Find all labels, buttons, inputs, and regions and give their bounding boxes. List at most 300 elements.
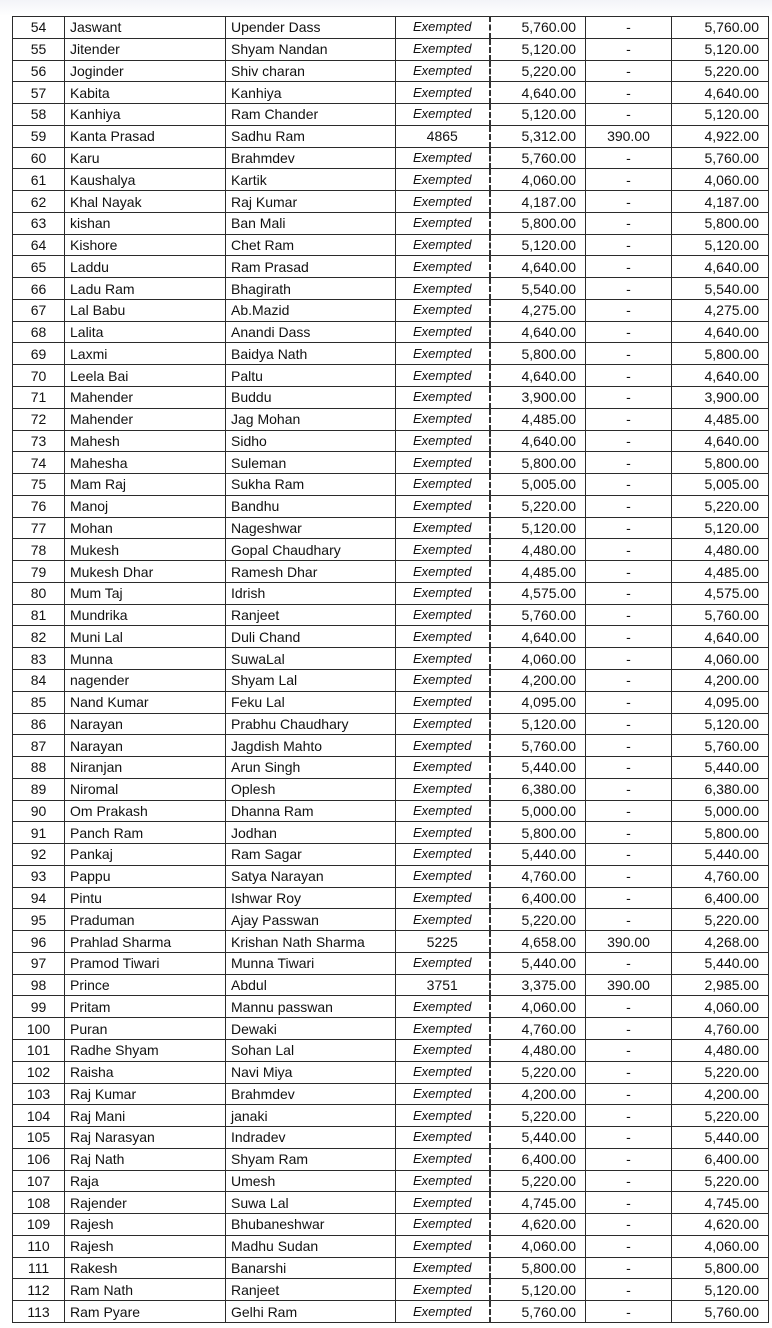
gross-amount-cell: 5,440.00 [490,1127,586,1149]
gross-amount-cell: 6,400.00 [490,887,586,909]
table-row [13,865,769,887]
gross-amount-cell: 5,220.00 [490,495,586,517]
gross-amount-cell: 4,485.00 [490,408,586,430]
table-row [13,212,769,234]
pan-status-cell: Exempted [396,996,490,1018]
pan-status-cell: Exempted [396,909,490,931]
employee-name-cell: Kabita [65,82,226,104]
serial-number-cell: 85 [13,691,65,713]
employee-name-cell: Panch Ram [65,822,226,844]
father-name-cell: Sukha Ram [226,474,396,496]
serial-number-cell: 58 [13,104,65,126]
pan-status-cell: Exempted [396,1301,490,1323]
deduction-cell: - [586,865,672,887]
deduction-cell: - [586,1235,672,1257]
table-row [13,1279,769,1301]
gross-amount-cell: 4,060.00 [490,648,586,670]
father-name-cell: Indradev [226,1127,396,1149]
table-row [13,735,769,757]
net-amount-cell: 4,268.00 [672,931,769,953]
gross-amount-cell: 4,060.00 [490,1235,586,1257]
pan-status-cell: Exempted [396,887,490,909]
deduction-cell: - [586,735,672,757]
deduction-cell: - [586,1301,672,1323]
deduction-cell: - [586,104,672,126]
gross-amount-cell: 4,640.00 [490,365,586,387]
net-amount-cell: 5,220.00 [672,60,769,82]
deduction-cell: - [586,365,672,387]
serial-number-cell: 63 [13,212,65,234]
net-amount-cell: 5,800.00 [672,452,769,474]
table-row [13,822,769,844]
serial-number-cell: 84 [13,669,65,691]
gross-amount-cell: 5,760.00 [490,735,586,757]
father-name-cell: Baidya Nath [226,343,396,365]
payroll-table-body [13,17,769,1323]
serial-number-cell: 93 [13,865,65,887]
deduction-cell: - [586,517,672,539]
serial-number-cell: 74 [13,452,65,474]
pan-status-cell: Exempted [396,713,490,735]
table-row [13,648,769,670]
serial-number-cell: 71 [13,387,65,409]
net-amount-cell: 4,640.00 [672,365,769,387]
deduction-cell: - [586,691,672,713]
table-row [13,1018,769,1040]
pan-status-cell: Exempted [396,1170,490,1192]
deduction-cell: - [586,887,672,909]
serial-number-cell: 107 [13,1170,65,1192]
net-amount-cell: 4,760.00 [672,1018,769,1040]
serial-number-cell: 90 [13,800,65,822]
employee-name-cell: Joginder [65,60,226,82]
father-name-cell: Dewaki [226,1018,396,1040]
employee-name-cell: Mahender [65,408,226,430]
deduction-cell: - [586,952,672,974]
table-row [13,1257,769,1279]
deduction-cell: - [586,321,672,343]
serial-number-cell: 54 [13,17,65,39]
deduction-cell: 390.00 [586,974,672,996]
gross-amount-cell: 4,200.00 [490,669,586,691]
net-amount-cell: 5,440.00 [672,757,769,779]
employee-name-cell: Lal Babu [65,299,226,321]
employee-name-cell: Laddu [65,256,226,278]
gross-amount-cell: 6,380.00 [490,778,586,800]
father-name-cell: Shiv charan [226,60,396,82]
table-row [13,125,769,147]
employee-name-cell: Mum Taj [65,582,226,604]
serial-number-cell: 69 [13,343,65,365]
father-name-cell: Sohan Lal [226,1039,396,1061]
employee-name-cell: Raj Mani [65,1105,226,1127]
pan-status-cell: Exempted [396,452,490,474]
net-amount-cell: 4,200.00 [672,669,769,691]
net-amount-cell: 4,640.00 [672,321,769,343]
serial-number-cell: 111 [13,1257,65,1279]
serial-number-cell: 109 [13,1214,65,1236]
table-row [13,800,769,822]
net-amount-cell: 4,620.00 [672,1214,769,1236]
deduction-cell: - [586,147,672,169]
table-row [13,1214,769,1236]
gross-amount-cell: 4,575.00 [490,582,586,604]
deduction-cell: - [586,1170,672,1192]
table-row [13,582,769,604]
deduction-cell: - [586,430,672,452]
gross-amount-cell: 5,120.00 [490,234,586,256]
net-amount-cell: 4,060.00 [672,996,769,1018]
pan-status-cell: Exempted [396,474,490,496]
employee-name-cell: Pramod Tiwari [65,952,226,974]
serial-number-cell: 103 [13,1083,65,1105]
father-name-cell: Bandhu [226,495,396,517]
table-row [13,1083,769,1105]
employee-name-cell: Pankaj [65,844,226,866]
deduction-cell: - [586,60,672,82]
father-name-cell: Ranjeet [226,1279,396,1301]
employee-name-cell: Kaushalya [65,169,226,191]
father-name-cell: Ram Chander [226,104,396,126]
employee-name-cell: Rajesh [65,1214,226,1236]
pan-status-cell: Exempted [396,1061,490,1083]
employee-name-cell: nagender [65,669,226,691]
pan-status-cell: Exempted [396,234,490,256]
table-row [13,474,769,496]
employee-name-cell: Raisha [65,1061,226,1083]
serial-number-cell: 96 [13,931,65,953]
table-row [13,909,769,931]
net-amount-cell: 4,640.00 [672,256,769,278]
deduction-cell: - [586,169,672,191]
serial-number-cell: 95 [13,909,65,931]
net-amount-cell: 6,380.00 [672,778,769,800]
table-row [13,430,769,452]
gross-amount-cell: 4,480.00 [490,539,586,561]
father-name-cell: Kartik [226,169,396,191]
table-row [13,104,769,126]
father-name-cell: Brahmdev [226,1083,396,1105]
pan-status-cell: 3751 [396,974,490,996]
serial-number-cell: 92 [13,844,65,866]
net-amount-cell: 5,220.00 [672,495,769,517]
father-name-cell: Nageshwar [226,517,396,539]
employee-name-cell: Mukesh Dhar [65,561,226,583]
father-name-cell: Idrish [226,582,396,604]
serial-number-cell: 101 [13,1039,65,1061]
serial-number-cell: 79 [13,561,65,583]
father-name-cell: Ram Prasad [226,256,396,278]
employee-name-cell: Kishore [65,234,226,256]
pan-status-cell: Exempted [396,1257,490,1279]
employee-name-cell: Khal Nayak [65,191,226,213]
father-name-cell: Mannu passwan [226,996,396,1018]
employee-name-cell: Leela Bai [65,365,226,387]
serial-number-cell: 91 [13,822,65,844]
father-name-cell: Navi Miya [226,1061,396,1083]
pan-status-cell: Exempted [396,800,490,822]
father-name-cell: Umesh [226,1170,396,1192]
serial-number-cell: 73 [13,430,65,452]
father-name-cell: Ram Sagar [226,844,396,866]
pan-status-cell: Exempted [396,1148,490,1170]
employee-name-cell: Mundrika [65,604,226,626]
employee-name-cell: Prince [65,974,226,996]
gross-amount-cell: 6,400.00 [490,1148,586,1170]
deduction-cell: - [586,1127,672,1149]
employee-name-cell: Raja [65,1170,226,1192]
employee-name-cell: Praduman [65,909,226,931]
serial-number-cell: 87 [13,735,65,757]
father-name-cell: Shyam Nandan [226,38,396,60]
table-row [13,495,769,517]
gross-amount-cell: 4,060.00 [490,169,586,191]
gross-amount-cell: 4,760.00 [490,1018,586,1040]
father-name-cell: Arun Singh [226,757,396,779]
table-row [13,169,769,191]
net-amount-cell: 4,640.00 [672,626,769,648]
table-row [13,1127,769,1149]
pan-status-cell: Exempted [396,82,490,104]
employee-name-cell: Muni Lal [65,626,226,648]
serial-number-cell: 78 [13,539,65,561]
table-row [13,844,769,866]
net-amount-cell: 4,640.00 [672,82,769,104]
gross-amount-cell: 5,220.00 [490,1061,586,1083]
employee-name-cell: Raj Kumar [65,1083,226,1105]
employee-name-cell: Ram Pyare [65,1301,226,1323]
deduction-cell: - [586,669,672,691]
gross-amount-cell: 5,760.00 [490,17,586,39]
gross-amount-cell: 5,220.00 [490,60,586,82]
pan-status-cell: Exempted [396,365,490,387]
pan-status-cell: Exempted [396,1279,490,1301]
gross-amount-cell: 5,760.00 [490,1301,586,1323]
gross-amount-cell: 5,005.00 [490,474,586,496]
serial-number-cell: 104 [13,1105,65,1127]
deduction-cell: - [586,844,672,866]
deduction-cell: - [586,822,672,844]
father-name-cell: Duli Chand [226,626,396,648]
deduction-cell: - [586,539,672,561]
serial-number-cell: 88 [13,757,65,779]
deduction-cell: - [586,1214,672,1236]
father-name-cell: Chet Ram [226,234,396,256]
father-name-cell: Krishan Nath Sharma [226,931,396,953]
gross-amount-cell: 5,120.00 [490,38,586,60]
pan-status-cell: Exempted [396,582,490,604]
father-name-cell: Bhagirath [226,278,396,300]
employee-name-cell: Mam Raj [65,474,226,496]
net-amount-cell: 5,760.00 [672,147,769,169]
employee-name-cell: Munna [65,648,226,670]
father-name-cell: janaki [226,1105,396,1127]
father-name-cell: Sidho [226,430,396,452]
deduction-cell: - [586,996,672,1018]
serial-number-cell: 61 [13,169,65,191]
father-name-cell: Dhanna Ram [226,800,396,822]
net-amount-cell: 2,985.00 [672,974,769,996]
gross-amount-cell: 4,200.00 [490,1083,586,1105]
net-amount-cell: 5,120.00 [672,104,769,126]
pan-status-cell: Exempted [396,1083,490,1105]
pan-status-cell: Exempted [396,495,490,517]
gross-amount-cell: 5,120.00 [490,713,586,735]
pan-status-cell: Exempted [396,865,490,887]
serial-number-cell: 106 [13,1148,65,1170]
father-name-cell: Upender Dass [226,17,396,39]
deduction-cell: - [586,648,672,670]
serial-number-cell: 67 [13,299,65,321]
gross-amount-cell: 5,220.00 [490,909,586,931]
pan-status-cell: Exempted [396,822,490,844]
net-amount-cell: 5,440.00 [672,952,769,974]
net-amount-cell: 4,485.00 [672,408,769,430]
pan-status-cell: Exempted [396,778,490,800]
deduction-cell: - [586,778,672,800]
net-amount-cell: 5,440.00 [672,844,769,866]
net-amount-cell: 4,485.00 [672,561,769,583]
net-amount-cell: 5,220.00 [672,1105,769,1127]
pan-status-cell: Exempted [396,648,490,670]
employee-name-cell: Manoj [65,495,226,517]
employee-name-cell: Karu [65,147,226,169]
employee-name-cell: Om Prakash [65,800,226,822]
serial-number-cell: 89 [13,778,65,800]
father-name-cell: Suwa Lal [226,1192,396,1214]
pan-status-cell: Exempted [396,669,490,691]
gross-amount-cell: 4,485.00 [490,561,586,583]
net-amount-cell: 4,275.00 [672,299,769,321]
father-name-cell: Sadhu Ram [226,125,396,147]
serial-number-cell: 97 [13,952,65,974]
table-row [13,60,769,82]
father-name-cell: SuwaLal [226,648,396,670]
pan-status-cell: Exempted [396,147,490,169]
employee-name-cell: Niranjan [65,757,226,779]
gross-amount-cell: 3,900.00 [490,387,586,409]
table-row [13,626,769,648]
table-row [13,17,769,39]
deduction-cell: - [586,256,672,278]
father-name-cell: Ramesh Dhar [226,561,396,583]
pan-status-cell: Exempted [396,169,490,191]
net-amount-cell: 5,800.00 [672,1257,769,1279]
father-name-cell: Feku Lal [226,691,396,713]
pan-status-cell: Exempted [396,256,490,278]
table-row [13,757,769,779]
gross-amount-cell: 4,640.00 [490,321,586,343]
employee-name-cell: Nand Kumar [65,691,226,713]
net-amount-cell: 4,060.00 [672,1235,769,1257]
gross-amount-cell: 4,275.00 [490,299,586,321]
employee-name-cell: Jaswant [65,17,226,39]
father-name-cell: Bhubaneshwar [226,1214,396,1236]
deduction-cell: - [586,82,672,104]
table-row [13,517,769,539]
serial-number-cell: 80 [13,582,65,604]
gross-amount-cell: 5,800.00 [490,452,586,474]
net-amount-cell: 5,760.00 [672,735,769,757]
net-amount-cell: 4,187.00 [672,191,769,213]
deduction-cell: - [586,408,672,430]
employee-name-cell: Radhe Shyam [65,1039,226,1061]
gross-amount-cell: 4,640.00 [490,626,586,648]
employee-name-cell: Mahesh [65,430,226,452]
serial-number-cell: 110 [13,1235,65,1257]
gross-amount-cell: 5,312.00 [490,125,586,147]
employee-name-cell: Rajender [65,1192,226,1214]
net-amount-cell: 4,200.00 [672,1083,769,1105]
net-amount-cell: 4,745.00 [672,1192,769,1214]
employee-name-cell: Kanta Prasad [65,125,226,147]
net-amount-cell: 5,800.00 [672,343,769,365]
net-amount-cell: 4,760.00 [672,865,769,887]
serial-number-cell: 70 [13,365,65,387]
table-row [13,952,769,974]
deduction-cell: - [586,38,672,60]
table-row [13,539,769,561]
father-name-cell: Oplesh [226,778,396,800]
table-row [13,191,769,213]
table-row [13,365,769,387]
pan-status-cell: Exempted [396,60,490,82]
serial-number-cell: 94 [13,887,65,909]
deduction-cell: - [586,495,672,517]
gross-amount-cell: 4,095.00 [490,691,586,713]
gross-amount-cell: 3,375.00 [490,974,586,996]
table-row [13,713,769,735]
serial-number-cell: 112 [13,1279,65,1301]
deduction-cell: - [586,757,672,779]
father-name-cell: Munna Tiwari [226,952,396,974]
employee-name-cell: Lalita [65,321,226,343]
net-amount-cell: 5,760.00 [672,17,769,39]
table-row [13,234,769,256]
serial-number-cell: 62 [13,191,65,213]
deduction-cell: - [586,604,672,626]
deduction-cell: - [586,17,672,39]
deduction-cell: - [586,1148,672,1170]
serial-number-cell: 108 [13,1192,65,1214]
employee-name-cell: Mahesha [65,452,226,474]
pan-status-cell: Exempted [396,757,490,779]
table-row [13,147,769,169]
table-row [13,1148,769,1170]
father-name-cell: Shyam Lal [226,669,396,691]
deduction-cell: - [586,713,672,735]
net-amount-cell: 4,480.00 [672,539,769,561]
gross-amount-cell: 4,640.00 [490,256,586,278]
deduction-cell: - [586,234,672,256]
serial-number-cell: 83 [13,648,65,670]
father-name-cell: Prabhu Chaudhary [226,713,396,735]
father-name-cell: Paltu [226,365,396,387]
serial-number-cell: 86 [13,713,65,735]
pan-status-cell: Exempted [396,691,490,713]
table-row [13,278,769,300]
employee-name-cell: Rajesh [65,1235,226,1257]
gross-amount-cell: 5,760.00 [490,604,586,626]
employee-name-cell: Kanhiya [65,104,226,126]
deduction-cell: - [586,1061,672,1083]
deduction-cell: - [586,452,672,474]
father-name-cell: Ranjeet [226,604,396,626]
employee-name-cell: Mahender [65,387,226,409]
gross-amount-cell: 4,640.00 [490,430,586,452]
deduction-cell: - [586,800,672,822]
gross-amount-cell: 5,800.00 [490,212,586,234]
